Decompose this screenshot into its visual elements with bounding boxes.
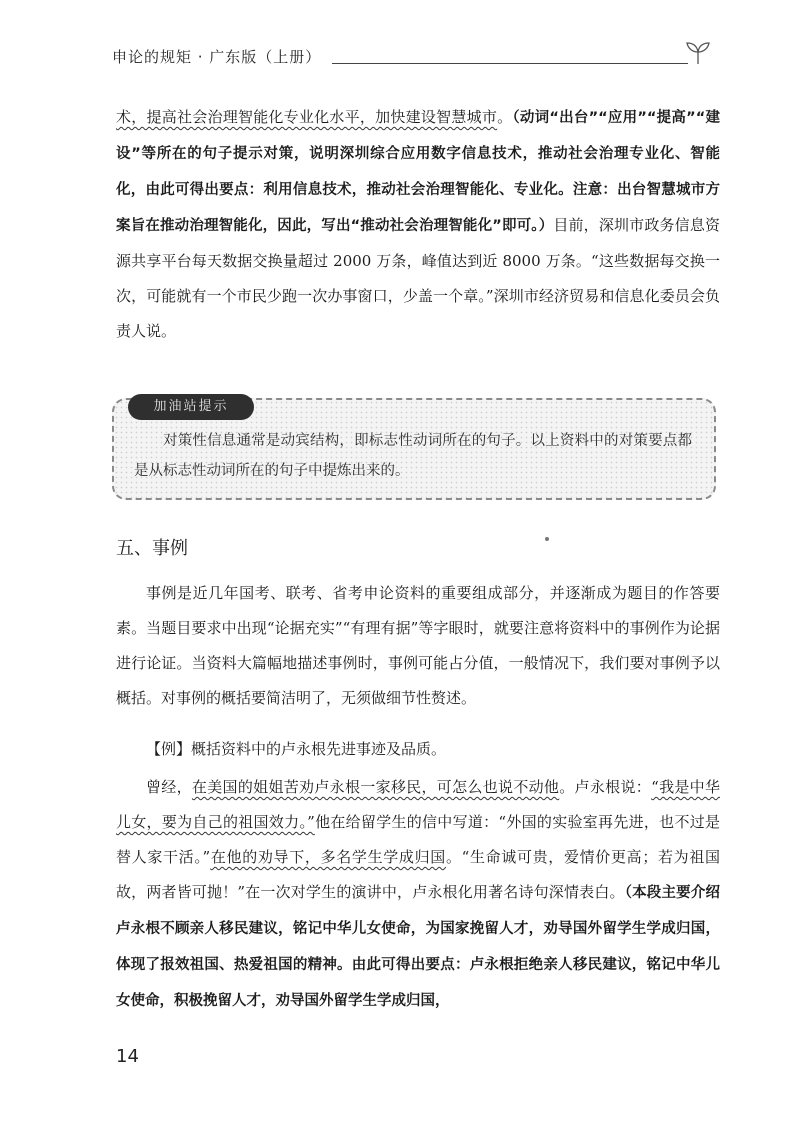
underlined-key-phrase: 术，提高社会治理智能化专业化水平，加快建设智慧城市: [116, 108, 498, 126]
underlined-key-phrase: “我是中华儿女，要为自己的祖国效力。”: [116, 778, 720, 831]
example-label: 【例】: [146, 740, 192, 758]
paragraph-text: 。“生命诚可贵，爱情价更高；若为祖国故，两者皆可抛！”在一次对学生的演讲中，卢永根化用著名诗句深情表白。: [116, 848, 721, 901]
analysis-note: （本段主要介绍卢永根不顾亲人移民建议，铭记中华儿女使命，为国家挽留人才，劝导国外留学生学成归国，体现了报效祖国、热爱祖国的精神。由此可得出要点：卢永根拒绝亲人移民建议，铭记中华儿女使命，积极挽留人才，劝导国外留学生学成归国，: [116, 885, 720, 1009]
underlined-key-phrase: 在他的劝导下，多名学生学成归国: [210, 848, 446, 866]
paragraph-text: 。: [497, 108, 513, 126]
paragraph-examples-intro: 事例是近几年国考、联考、省考申论资料的重要组成部分，并逐渐成为题目的作答要素。当题目要求中出现“论据充实”“有理有据”等字眼时，就要注意将资料中的事例作为论据进行论证。当资料大篇幅地描述事例时，事例可能占分值，一般情况下，我们要对事例予以概括。对事例的概括要简洁明了，无须做细节性赘述。: [116, 584, 720, 707]
section-heading: 五、事例: [116, 538, 188, 559]
paragraph-lu-yonggen: [116, 770, 720, 1019]
example-question: 概括资料中的卢永根先进事迹及品质。: [191, 740, 447, 758]
paragraph-text: 。卢永根说：: [559, 778, 652, 796]
header-rule: [332, 63, 688, 64]
paragraph-text: 他在给留学生的信中写道：“外国的实验室再先进，也不过是替人家干活。”: [116, 813, 720, 866]
tip-box: [112, 398, 716, 500]
page-number: 14: [116, 1046, 139, 1067]
running-header: [112, 40, 712, 74]
tip-box-text: 对策性信息通常是动宾结构，即标志性动词所在的句子。以上资料中的对策要点都是从标志性动词所在的句子中提炼出来的。: [134, 433, 692, 479]
tip-box-tag: 加油站提示: [128, 394, 254, 420]
running-header-title: 申论的规矩 · 广东版（上册）: [112, 48, 322, 66]
paragraph-text: 曾经，: [146, 778, 192, 796]
underlined-key-phrase: 在美国的姐姐苦劝卢永根一家移民，可怎么也说不动他: [191, 778, 560, 796]
example-prompt: [116, 732, 720, 767]
paragraph-smart-city: [116, 100, 720, 349]
sprout-icon: [684, 40, 712, 66]
print-speck: [545, 537, 549, 541]
analysis-note: （动词“出台”“应用”“提高”“建设”等所在的句子提示对策，说明深圳综合应用数字信息技术，推动社会治理专业化、智能化，由此可得出要点：利用信息技术，推动社会治理智能化、专业化。注意：出台智慧城市方案旨在推动治理智能化，因此，写出“推动社会治理智能化”即可。）: [116, 110, 720, 234]
paragraph-text: 目前，深圳市政务信息资源共享平台每天数据交换量超过 2000 万条，峰值达到近 8000 万条。“这些数据每交换一次，可能就有一个市民少跑一次办事窗口，少盖一个章。”深圳市经济贸易和信息化委员会负责人说。: [116, 216, 720, 340]
